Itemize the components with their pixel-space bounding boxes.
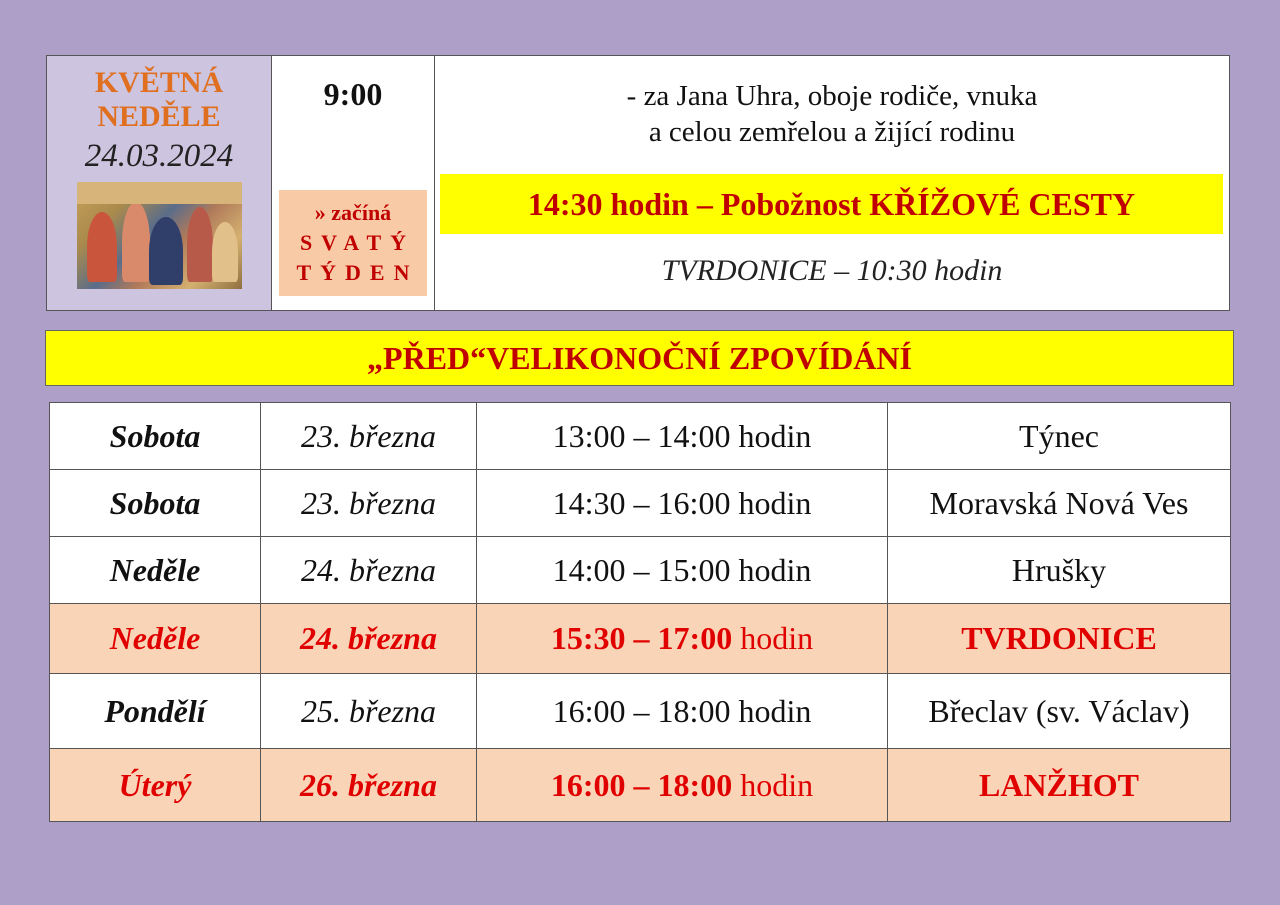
confession-table (49, 402, 1231, 822)
confession-row (50, 749, 1231, 822)
row-day: Sobota (50, 403, 261, 470)
row-time (477, 674, 888, 749)
sunday-schedule-block (46, 55, 1230, 311)
row-time-unit: hodin (740, 620, 814, 656)
mass-time-cell (272, 56, 435, 310)
confession-row (50, 470, 1231, 537)
row-time-unit: hodin (738, 551, 812, 588)
confession-banner: „PŘED“VELIKONOČNÍ ZPOVÍDÁNÍ (45, 330, 1234, 386)
tvrdonice-mass: TVRDONICE – 10:30 hodin (661, 254, 1003, 287)
confession-row (50, 674, 1231, 749)
row-place: Moravská Nová Ves (888, 470, 1231, 537)
palm-sunday-icon (77, 182, 242, 289)
row-place: TVRDONICE (888, 604, 1231, 674)
day-cell (47, 56, 272, 310)
row-time-unit: hodin (740, 766, 814, 803)
holy-week-line1: » začíná (314, 200, 392, 225)
confession-row (50, 537, 1231, 604)
row-date: 23. března (261, 403, 477, 470)
row-time-unit: hodin (738, 692, 812, 729)
row-day: Sobota (50, 470, 261, 537)
row-day: Neděle (50, 537, 261, 604)
row-time-range: 14:00 – 15:00 (552, 551, 731, 588)
mass-time: 9:00 (323, 76, 383, 112)
row-time (477, 604, 888, 674)
row-time-range: 14:30 – 16:00 (552, 484, 731, 521)
row-time-range: 16:00 – 18:00 (552, 692, 731, 729)
row-time-unit: hodin (738, 417, 812, 454)
row-day: Úterý (50, 749, 261, 822)
intention-line1: - za Jana Uhra, oboje rodiče, vnuka (626, 80, 1038, 112)
confession-row (50, 604, 1231, 674)
row-day: Neděle (50, 604, 261, 674)
row-time-range: 13:00 – 14:00 (552, 417, 731, 454)
row-place: Hrušky (888, 537, 1231, 604)
row-date: 24. března (261, 537, 477, 604)
holy-week-line3: TÝDEN (296, 260, 419, 285)
row-place: Týnec (888, 403, 1231, 470)
day-name-line1: KVĚTNÁ (94, 66, 224, 99)
holy-week-notice (279, 190, 427, 296)
stations-of-cross-notice: 14:30 hodin – Pobožnost KŘÍŽOVÉ CESTY (440, 174, 1223, 234)
day-name-line2: NEDĚLE (97, 100, 221, 133)
row-time (477, 537, 888, 604)
row-place: Břeclav (sv. Václav) (888, 674, 1231, 749)
row-date: 23. března (261, 470, 477, 537)
row-time (477, 470, 888, 537)
row-date: 25. března (261, 674, 477, 749)
row-time-unit: hodin (738, 484, 812, 521)
confession-row (50, 403, 1231, 470)
row-time-range: 16:00 – 18:00 (550, 766, 733, 803)
row-date: 26. března (261, 749, 477, 822)
row-time-range: 15:30 – 17:00 (550, 620, 733, 656)
intention-line2: a celou zemřelou a žijící rodinu (648, 116, 1016, 148)
row-day: Pondělí (50, 674, 261, 749)
row-date: 24. března (261, 604, 477, 674)
holy-week-line2: SVATÝ (299, 230, 416, 255)
row-time (477, 403, 888, 470)
row-place: LANŽHOT (888, 749, 1231, 822)
day-date: 24.03.2024 (84, 138, 234, 174)
mass-info-cell (435, 56, 1229, 310)
row-time (477, 749, 888, 822)
mass-intention (435, 78, 1229, 150)
